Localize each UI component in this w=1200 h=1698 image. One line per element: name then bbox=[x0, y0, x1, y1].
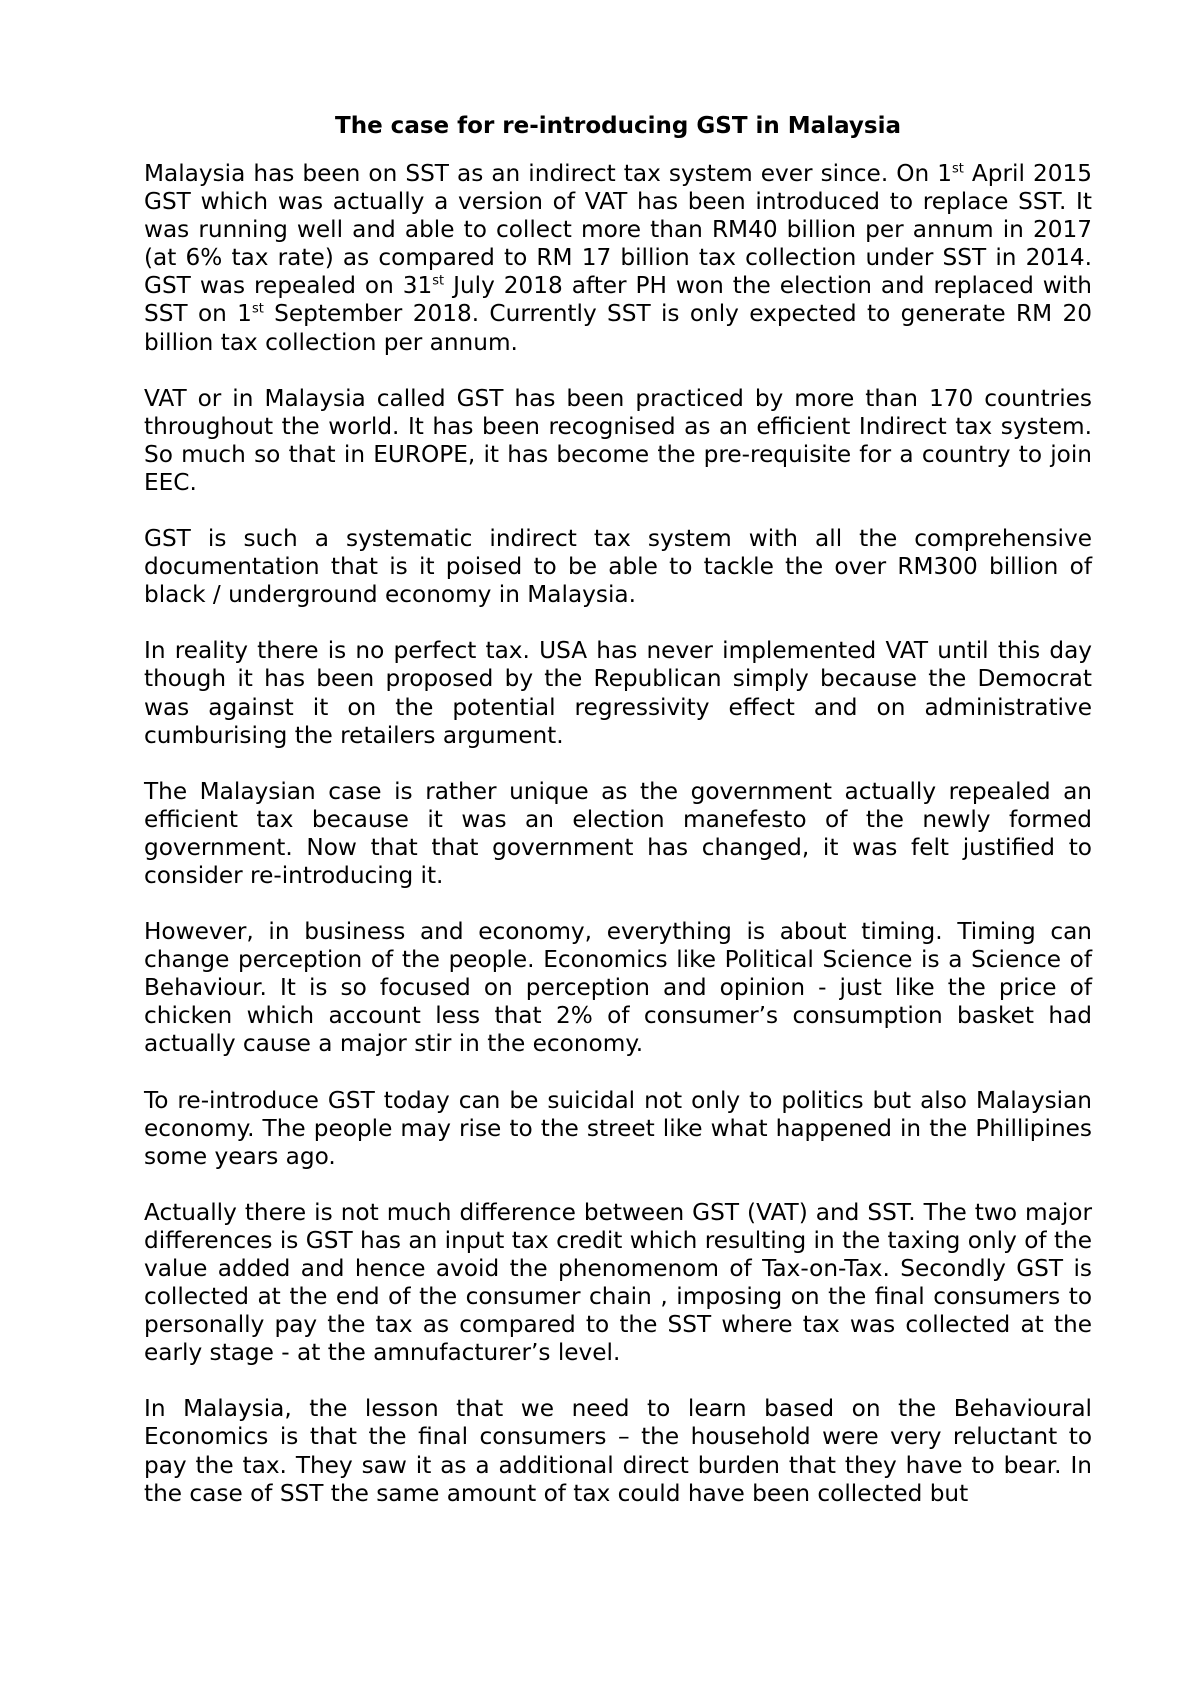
paragraph-1-part-c: July 2018 after PH won the election and replaced with SST on 1 bbox=[144, 272, 1092, 328]
ordinal-superscript: st bbox=[432, 273, 445, 289]
paragraph-2: VAT or in Malaysia called GST has been practiced by more than 170 countries throughout the world. It has been recognised as an efficient Indirect tax system. So much so that in EUROPE, it has become the pre-requisite for a country to join EEC. bbox=[144, 384, 1092, 496]
document-title: The case for re-introducing GST in Malaysia bbox=[335, 113, 901, 139]
ordinal-superscript: st bbox=[251, 301, 264, 317]
paragraph-1-part-b: April 2015 GST which was actually a version of VAT has been introduced to replace SST. It was running well and able to collect more than RM40 billion per annum in 2017 (at 6% tax rate) as compared to RM 17 billion tax collection under SST in 2014. GST was repealed on 31 bbox=[144, 160, 1092, 300]
paragraph-3: GST is such a systematic indirect tax system with all the comprehensive documentation that is it poised to be able to tackle the over RM300 billion of black / underground economy in Malaysia. bbox=[144, 525, 1092, 609]
document-page bbox=[144, 112, 1092, 1508]
paragraph-4: In reality there is no perfect tax. USA has never implemented VAT until this day though it has been proposed by the Republican simply because the Democrat was against it on the potential regressivity effect and on administrative cumburising the retailers argument. bbox=[144, 637, 1092, 749]
paragraph-5: The Malaysian case is rather unique as the government actually repealed an efficient tax because it was an election manefesto of the newly formed government. Now that that government has changed, it was felt justified to consider re-introducing it. bbox=[144, 777, 1092, 889]
paragraph-9: In Malaysia, the lesson that we need to learn based on the Behavioural Economics is that the final consumers – the household were very reluctant to pay the tax. They saw it as a additional direct burden that they have to bear. In the case of SST the same amount of tax could have been collected but bbox=[144, 1395, 1092, 1507]
paragraph-1-part-a: Malaysia has been on SST as an indirect tax system ever since. On 1 bbox=[144, 160, 952, 187]
ordinal-superscript: st bbox=[952, 161, 964, 177]
paragraph-6: However, in business and economy, everything is about timing. Timing can change perception of the people. Economics like Political Science is a Science of Behaviour. It is so focused on perception and opinion - just like the price of chicken which account less that 2% of consumer’s consumption basket had actually cause a major stir in the economy. bbox=[144, 918, 1092, 1058]
paragraph-1-part-d: September 2018. Currently SST is only expected to generate RM 20 billion tax collection per annum. bbox=[144, 300, 1092, 356]
paragraph-1 bbox=[144, 160, 1092, 357]
paragraph-8: Actually there is not much difference between GST (VAT) and SST. The two major differences is GST has an input tax credit which resulting in the taxing only of the value added and hence avoid the phenomenom of Tax-on-Tax. Secondly GST is collected at the end of the consumer chain , imposing on the final consumers to personally pay the tax as compared to the SST where tax was collected at the early stage - at the amnufacturer’s level. bbox=[144, 1198, 1092, 1367]
paragraph-7: To re-introduce GST today can be suicidal not only to politics but also Malaysian economy. The people may rise to the street like what happened in the Phillipines some years ago. bbox=[144, 1086, 1092, 1170]
